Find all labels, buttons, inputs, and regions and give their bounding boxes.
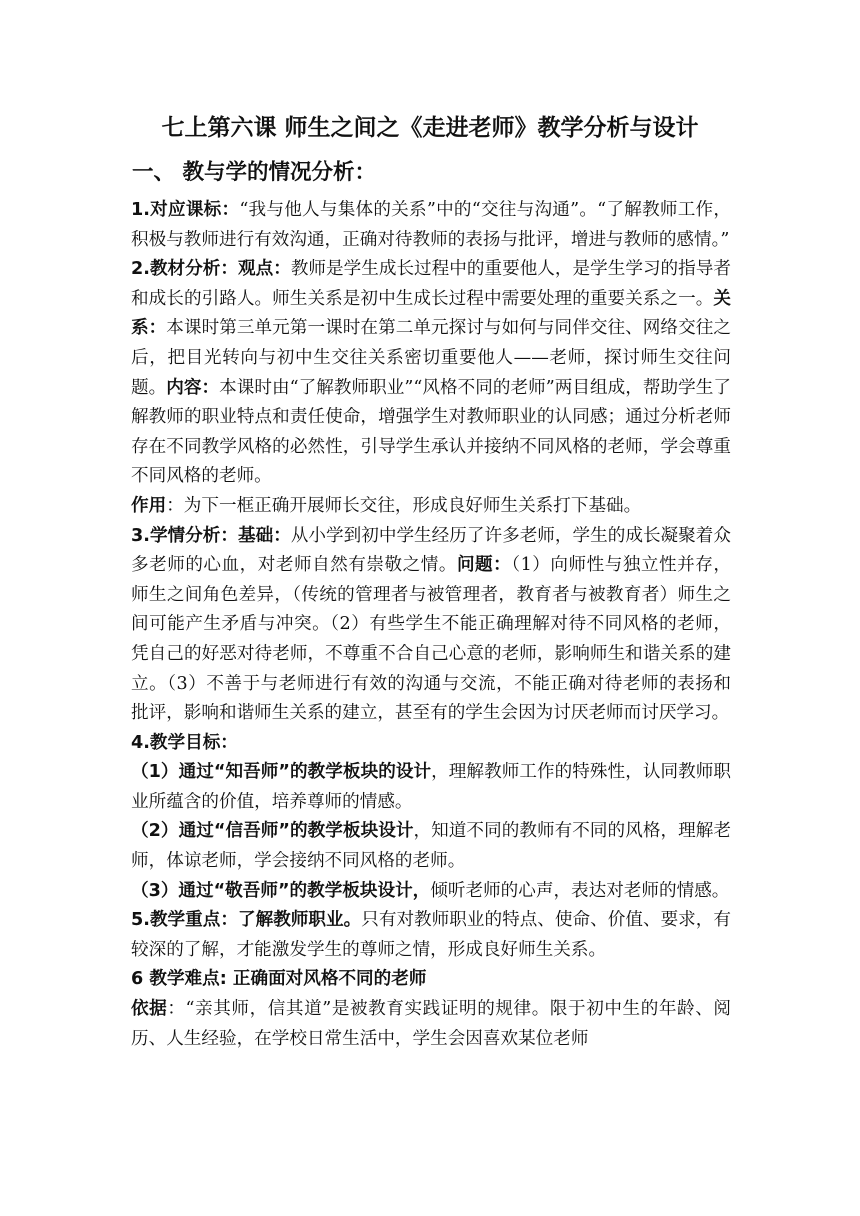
page-title: 七上第六课 师生之间之《走进老师》教学分析与设计 [161,115,699,141]
document-body [131,196,731,1054]
paragraph-difficult-point: 6 教学难点: 正确面对风格不同的老师 [131,969,427,990]
paragraph-teaching-goals-heading: 4.教学目标： [131,732,238,753]
paragraph-curriculum-standard: 1.对应课标：“我与他人与集体的关系”中的“交往与沟通”。“了解教师工作，积极与教师进行有效沟通，正确对待教师的表扬与批评，增进与教师的感情。” [131,200,731,250]
paragraph-student-analysis: 3.学情分析：基础：从小学到初中学生经历了许多老师，学生的成长凝聚着众多老师的心血，对老师自然有崇敬之情。问题：（1）向师性与独立性并存，师生之间角色差异，（传统的管理者与被管理者，教育者与被教育者）师生之间可能产生矛盾与冲突。（2）有些学生不能正确理解对待不同风格的老师，凭自己的好恶对待老师，不尊重不合自己心意的老师，影响师生和谐关系的建立。（3）不善于与老师进行有效的沟通与交流，不能正确对待老师的表扬和批评，影响和谐师生关系的建立，甚至有的学生会因为讨厌老师而讨厌学习。 [131,525,731,724]
section-heading: 一、 教与学的情况分析： [132,160,376,185]
paragraph-role: 作用：为下一框正确开展师长交往，形成良好师生关系打下基础。 [131,495,642,516]
paragraph-key-point: 5.教学重点：了解教师职业。只有对教师职业的特点、使命、价值、要求，有较深的了解，才能激发学生的尊师之情，形成良好师生关系。 [131,910,731,960]
paragraph-textbook-analysis: 2.教材分析：观点：教师是学生成长过程中的重要他人，是学生学习的指导者和成长的引路人。师生关系是初中生成长过程中需要处理的重要关系之一。关系：本课时第三单元第一课时在第二单元探讨与如何与同伴交往、网络交往之后，把目光转向与初中生交往关系密切重要他人——老师，探讨师生交往问题。内容：本课时由“了解教师职业”“风格不同的老师”两目组成，帮助学生了解教师的职业特点和责任使命，增强学生对教师职业的认同感；通过分析老师存在不同教学风格的必然性，引导学生承认并接纳不同风格的老师，学会尊重不同风格的老师。 [131,259,731,487]
paragraph-basis: 依据：“亲其师，信其道”是被教育实践证明的规律。限于初中生的年龄、阅历、人生经验，在学校日常生活中，学生会因喜欢某位老师 [131,999,731,1049]
teaching-goal-1: （1）通过“知吾师”的教学板块的设计，理解教师工作的特殊性，认同教师职业所蕴含的价值，培养尊师的情感。 [131,762,731,812]
teaching-goal-2: （2）通过“信吾师”的教学板块设计，知道不同的教师有不同的风格，理解老师，体谅老师，学会接纳不同风格的老师。 [131,821,731,872]
teaching-goal-3: （3）通过“敬吾师”的教学板块设计，倾听老师的心声，表达对老师的情感。 [131,880,730,901]
